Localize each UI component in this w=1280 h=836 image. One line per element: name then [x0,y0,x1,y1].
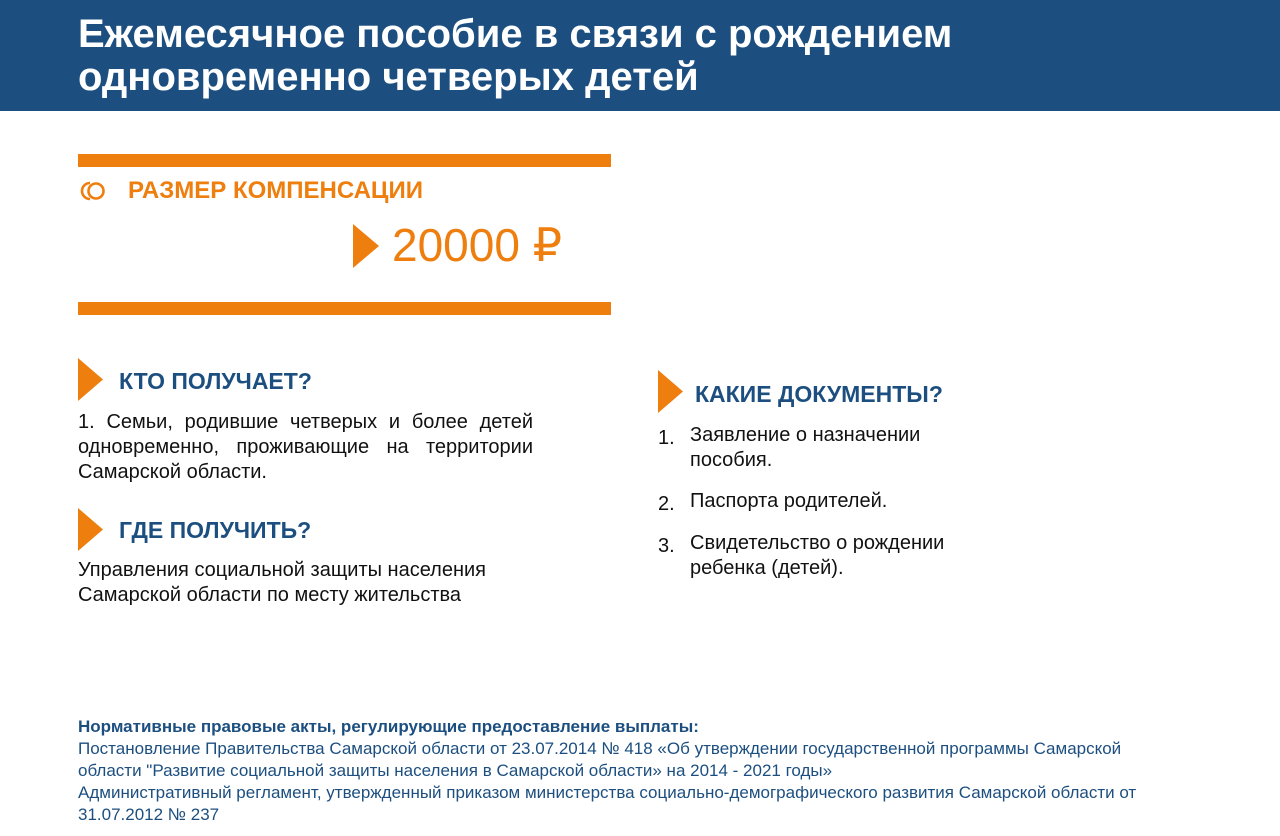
document-line: пособия. [690,449,773,471]
document-number: 2. [658,493,675,515]
where-line-2: Самарской области по месту жительства [78,584,462,606]
document-number: 3. [658,535,675,557]
document-number: 1. [658,427,675,449]
top-orange-rule [78,154,611,167]
legal-acts-footer [78,716,1228,826]
compensation-amount: 20000 ₽ [392,219,562,271]
title-line-1: Ежемесячное пособие в связи с рождением [78,12,953,56]
play-arrow-icon [658,370,683,413]
compensation-title: РАЗМЕР КОМПЕНСАЦИИ [128,177,423,204]
footer-line: области "Развитие социальной защиты населения в Самарской области» на 2014 - 2021 годы» [78,761,833,780]
who-receives-text: 1. Семьи, родившие четверых и более детей одновременно, проживающие на территории Самарской области. [78,411,533,483]
ring-icon [79,180,109,202]
document-item [690,489,1020,514]
document-item [690,423,1020,473]
document-line: ребенка (детей). [690,557,844,579]
footer-line: 31.07.2012 № 237 [78,805,220,824]
footer-line: Административный регламент, утвержденный приказом министерства социально-демографического развития Самарской области от [78,783,1137,802]
header-banner [0,0,1280,111]
document-line: Заявление о назначении [690,424,921,446]
title-line-2: одновременно четверых детей [78,55,699,99]
footer-line: Постановление Правительства Самарской области от 23.07.2014 № 418 «Об утверждении государственной программы Самарской [78,739,1122,758]
footer-heading: Нормативные правовые акты, регулирующие предоставление выплаты: [78,717,699,736]
documents-title: КАКИЕ ДОКУМЕНТЫ? [695,381,943,407]
where-get-text [78,558,598,608]
play-arrow-icon [78,358,103,401]
bottom-orange-rule [78,302,611,315]
where-line-1: Управления социальной защиты населения [78,559,487,581]
page-title [78,13,1228,99]
where-get-title: ГДЕ ПОЛУЧИТЬ? [119,517,312,543]
play-arrow-icon [353,224,379,268]
document-item [690,531,1020,581]
who-receives-title: КТО ПОЛУЧАЕТ? [119,368,312,394]
document-line: Свидетельство о рождении [690,532,945,554]
document-line: Паспорта родителей. [690,490,888,512]
play-arrow-icon [78,508,103,551]
